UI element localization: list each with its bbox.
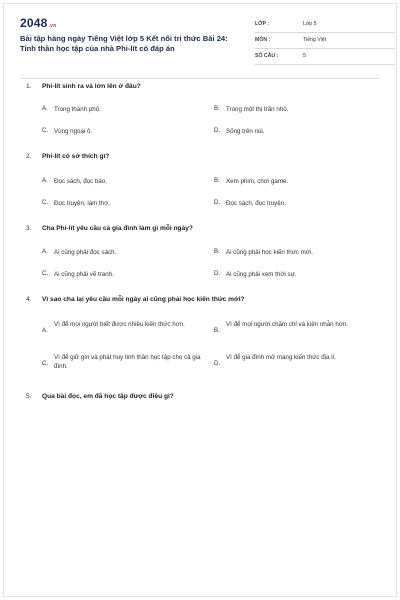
option-letter: A. [42, 327, 48, 334]
question-2 [20, 153, 380, 213]
meta-row-count [255, 50, 395, 65]
question-5 [20, 393, 380, 413]
question-text: Phi-lít có sở thích gì? [42, 153, 110, 160]
meta-value: Tiếng Việt [303, 37, 327, 43]
option-b[interactable] [214, 320, 379, 340]
option-letter: C. [42, 360, 49, 367]
option-text: Vì để mọi người biết được nhiều kiến thức hơn. [54, 321, 185, 328]
meta-label: MÔN : [255, 37, 271, 43]
option-letter: D. [214, 127, 221, 134]
option-text: Ai cũng phải đọc sách. [54, 249, 117, 256]
option-text: Sống trên núi. [226, 128, 265, 135]
meta-row-class [255, 18, 395, 33]
document-header [20, 16, 388, 74]
option-text: Vì để giữ gìn và phát huy tinh thần học tập cho cả gia đình. [54, 354, 201, 370]
question-4 [20, 296, 380, 386]
meta-label: SỐ CÂU : [255, 53, 279, 59]
header-divider [20, 78, 380, 79]
question-number: 4. [26, 296, 32, 303]
option-letter: C. [42, 199, 49, 206]
option-text: Đọc sách, đọc báo. [54, 178, 107, 185]
question-1 [20, 83, 380, 143]
option-letter: B. [214, 105, 220, 112]
option-letter: B. [214, 177, 220, 184]
option-letter: A. [42, 105, 48, 112]
option-text: Vùng ngoại ô. [54, 128, 93, 135]
meta-value: 5 [303, 53, 306, 59]
logo-suffix: .vn [48, 23, 57, 29]
option-text: Trong thành phố. [54, 106, 101, 113]
meta-label: LỚP : [255, 21, 270, 27]
option-c[interactable] [42, 353, 207, 373]
option-letter: D. [214, 199, 221, 206]
question-number: 1. [26, 83, 32, 90]
meta-row-subject [255, 34, 395, 49]
option-text: Trong một thị trấn nhỏ. [226, 106, 289, 113]
option-text: Vì để mọi người chăm chỉ và kiên nhẫn hơn. [226, 321, 348, 328]
page-title: Bài tập hàng ngày Tiếng Việt lớp 5 Kết nối tri thức Bài 24: Tinh thần học tập của nhà Phi-lít có đáp án [20, 34, 228, 53]
question-number: 5. [26, 393, 32, 400]
question-text: Qua bài đọc, em đã học tập được điều gì? [42, 393, 174, 400]
option-letter: A. [42, 177, 48, 184]
option-letter: A. [42, 248, 48, 255]
option-text: Đọc truyện, làm thơ. [54, 200, 110, 207]
option-text: Đọc sách, đọc truyện. [226, 200, 286, 207]
question-number: 2. [26, 153, 32, 160]
option-text: Ai cũng phải học kiến thức mới. [226, 249, 313, 256]
option-letter: D. [214, 360, 221, 367]
option-letter: C. [42, 127, 49, 134]
site-logo[interactable] [20, 16, 56, 30]
option-text: Xem phim, chơi game. [226, 178, 289, 185]
option-d[interactable] [214, 353, 379, 373]
question-text: Phi-lít sinh ra và lớn lên ở đâu? [42, 83, 141, 90]
option-letter: B. [214, 327, 220, 334]
question-text: Cha Phi-lít yêu cầu cả gia đình làm gì mỗi ngày? [42, 225, 193, 232]
option-letter: B. [214, 248, 220, 255]
option-letter: D. [214, 270, 221, 277]
option-text: Ai cũng phải xem thời sự. [226, 271, 297, 278]
option-text: Vì để gia đình mở mang kiến thức địa lí. [226, 354, 337, 361]
question-text: Vì sao cha lại yêu cầu mỗi ngày ai cũng phải học kiến thức mới? [42, 296, 245, 303]
question-3 [20, 225, 380, 285]
option-a[interactable] [42, 320, 207, 340]
question-number: 3. [26, 225, 32, 232]
document-page [3, 3, 397, 597]
meta-value: Lớp 5 [303, 21, 317, 27]
meta-info [255, 18, 395, 66]
option-letter: C. [42, 270, 49, 277]
option-text: Ai cũng phải vẽ tranh. [54, 271, 114, 278]
logo-text: 2048 [20, 16, 48, 30]
